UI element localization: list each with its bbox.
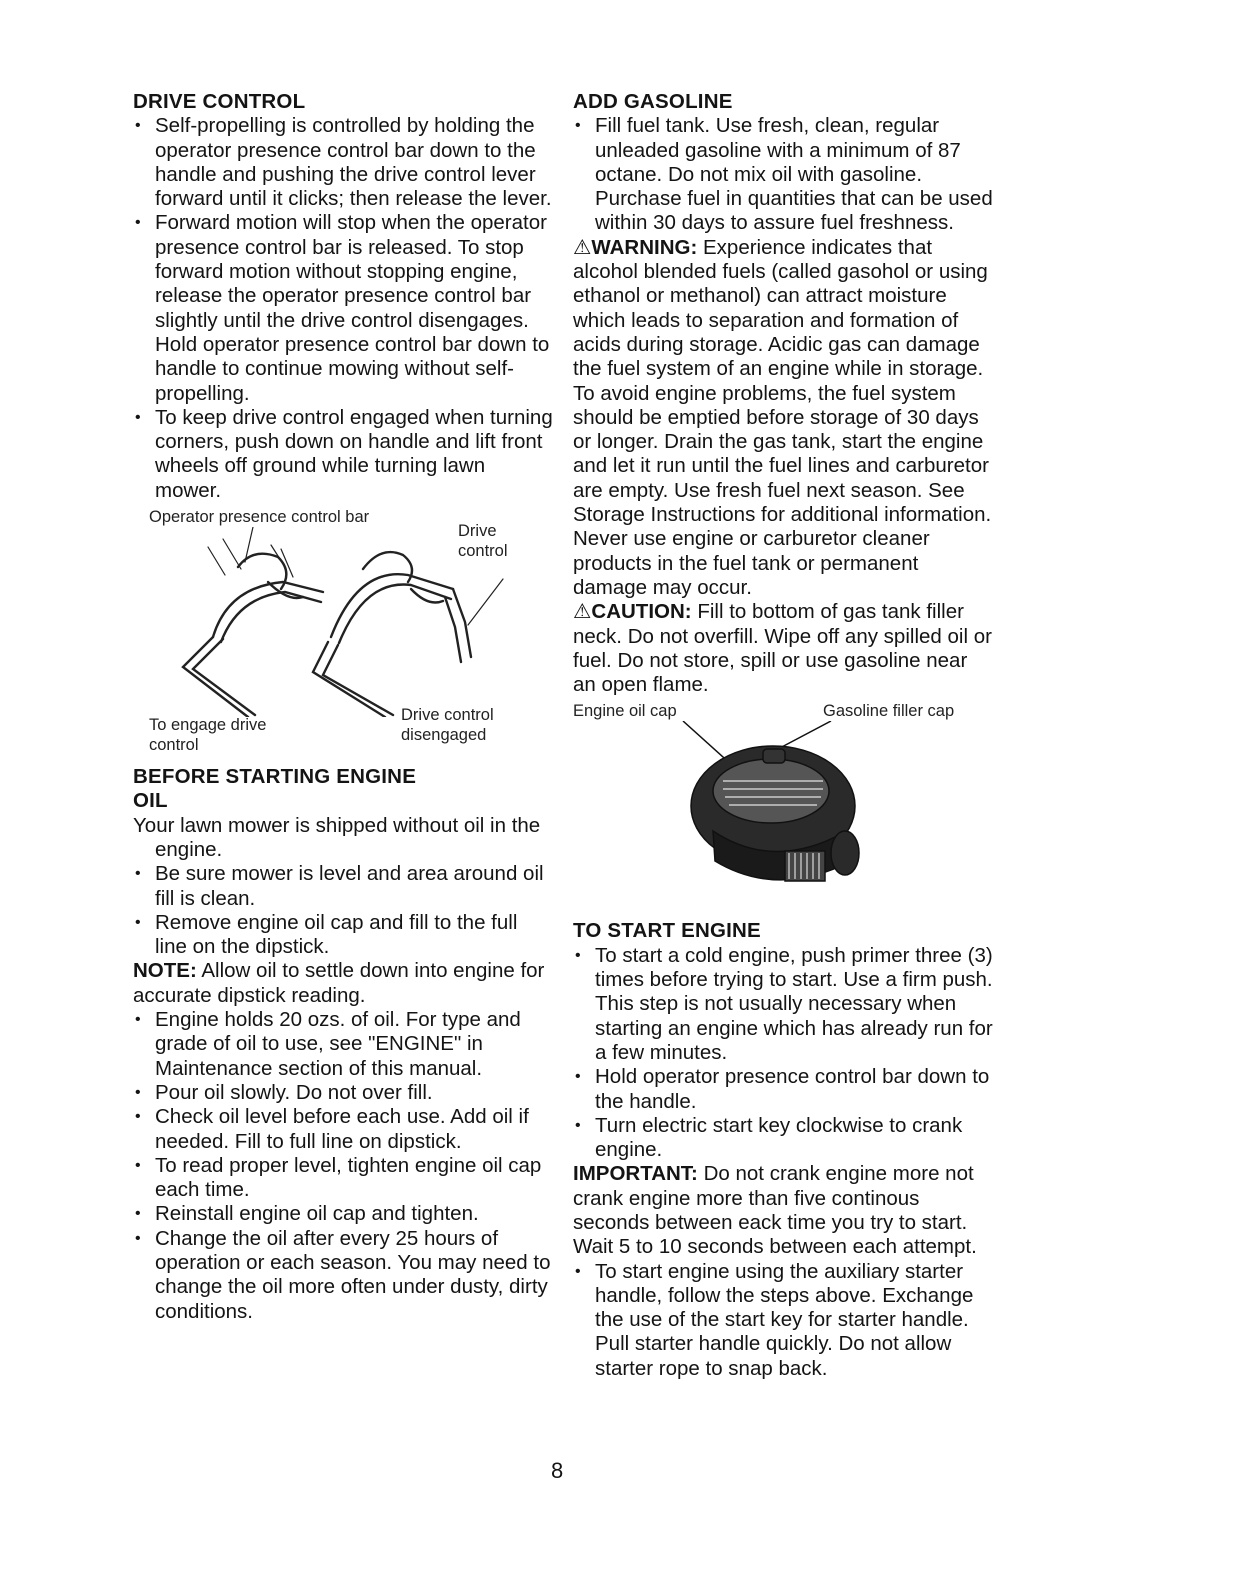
list-item: • Be sure mower is level and area around oil fill is clean. — [133, 862, 553, 911]
warning-label: WARNING: — [591, 235, 698, 259]
list-item: • Change the oil after every 25 hours of operation or each season. You may need to change the oil more often under dusty, dirty conditions. — [133, 1227, 553, 1324]
caution-label: CAUTION: — [591, 600, 692, 624]
list-item: • To read proper level, tighten engine oil cap each time. — [133, 1154, 553, 1203]
list-item: • Hold operator presence control bar down to the handle. — [573, 1065, 993, 1114]
important-text: Do not crank engine more not crank engine more than five continous seconds between eack time you try to start. Wait 5 to 10 seconds between each attempt. — [573, 1162, 977, 1259]
list-item: • Pour oil slowly. Do not over fill. — [133, 1081, 553, 1105]
left-column — [133, 90, 553, 1324]
to-start-heading: TO START ENGINE — [573, 919, 761, 943]
list-item: • Forward motion will stop when the operator presence control bar is released. To stop forward motion without stopping engine, release the operator presence control bar slightly until the drive control disengages. Hold operator presence control bar down to handle to continue mowing without self-propelling. — [133, 211, 553, 405]
engage-label: To engage drive control — [149, 716, 267, 755]
oil-list-2 — [133, 1008, 553, 1324]
disengaged-label: Drive control disengaged — [401, 706, 494, 745]
engine-illustration — [573, 721, 993, 911]
right-column — [573, 90, 993, 1381]
drive-control-label: Drive control — [458, 522, 508, 561]
page-number: 8 — [551, 1458, 564, 1483]
drive-control-figure — [133, 507, 553, 757]
before-starting-heading: BEFORE STARTING ENGINE — [133, 765, 417, 789]
to-start-list — [573, 944, 993, 1163]
caution-paragraph — [573, 600, 993, 697]
oil-subheading: OIL — [133, 789, 168, 813]
list-item: • Fill fuel tank. Use fresh, clean, regular unleaded gasoline with a minimum of 87 octane. Do not mix oil with gasoline. Purchase fuel in quantities that can be used within 30 days to assure fuel freshness. — [573, 114, 993, 235]
oil-cap-label: Engine oil cap — [573, 702, 677, 721]
to-start-list-2 — [573, 1260, 993, 1381]
list-item: • To start a cold engine, push primer three (3) times before trying to start. Use a firm push. This step is not usually necessary when starting an engine which has already run for a few minutes. — [573, 944, 993, 1065]
caution-text: Fill to bottom of gas tank filler neck. Do not overfill. Wipe off any spilled oil or fuel. Do not store, spill or use gasoline near an open flame. — [573, 600, 992, 697]
list-item: • Reinstall engine oil cap and tighten. — [133, 1202, 553, 1226]
note-label: NOTE: — [133, 959, 197, 983]
list-item: • Turn electric start key clockwise to crank engine. — [573, 1114, 993, 1163]
warning-paragraph — [573, 236, 993, 600]
caution-icon: ⚠ — [573, 600, 592, 624]
drive-control-list — [133, 114, 553, 503]
drive-control-heading: DRIVE CONTROL — [133, 90, 306, 113]
oil-list — [133, 862, 553, 959]
list-item: • Self-propelling is controlled by holding the operator presence control bar down to the handle and pushing the drive control lever forward until it clicks; then release the lever. — [133, 114, 553, 211]
list-item: • To start engine using the auxiliary starter handle, follow the steps above. Exchange the use of the start key for starter handle. Pull starter handle quickly. Do not allow starter rope to snap back. — [573, 1260, 993, 1381]
add-gasoline-heading: ADD GASOLINE — [573, 90, 733, 113]
note-text: Allow oil to settle down into engine for accurate dipstick reading. — [133, 959, 545, 1007]
mower-handle-illustration — [153, 527, 553, 717]
engine-figure — [573, 701, 993, 911]
list-item: • Check oil level before each use. Add oil if needed. Fill to full line on dipstick. — [133, 1105, 553, 1154]
oil-note — [133, 959, 553, 1008]
oil-intro: Your lawn mower is shipped without oil in the engine. — [133, 813, 541, 861]
warning-icon: ⚠ — [573, 235, 592, 259]
add-gasoline-list — [573, 114, 993, 235]
filler-cap-label: Gasoline filler cap — [823, 702, 955, 721]
list-item: • Engine holds 20 ozs. of oil. For type and grade of oil to use, see "ENGINE" in Maintenance section of this manual. — [133, 1008, 553, 1081]
list-item: • Remove engine oil cap and fill to the full line on the dipstick. — [133, 911, 553, 960]
important-label: IMPORTANT: — [573, 1162, 698, 1186]
list-item: • To keep drive control engaged when turning corners, push down on handle and lift front wheels off ground while turning lawn mower. — [133, 406, 553, 503]
important-paragraph — [573, 1162, 993, 1259]
warning-text: Experience indicates that alcohol blended fuels (called gasohol or using ethanol or methanol) can attract moisture which leads to separation and formation of acids during storage. Acidic gas can damage the fuel system of an engine while in storage. To avoid engine problems, the fuel system should be emptied before storage of 30 days or longer. Drain the gas tank, start the engine and let it run until the fuel lines and carburetor are empty. Use fresh fuel next season. See Storage Instructions for additional information. Never use engine or carburetor cleaner products in the fuel tank or permanent damage may occur. — [573, 235, 992, 599]
operator-bar-label: Operator presence control bar — [149, 508, 370, 527]
